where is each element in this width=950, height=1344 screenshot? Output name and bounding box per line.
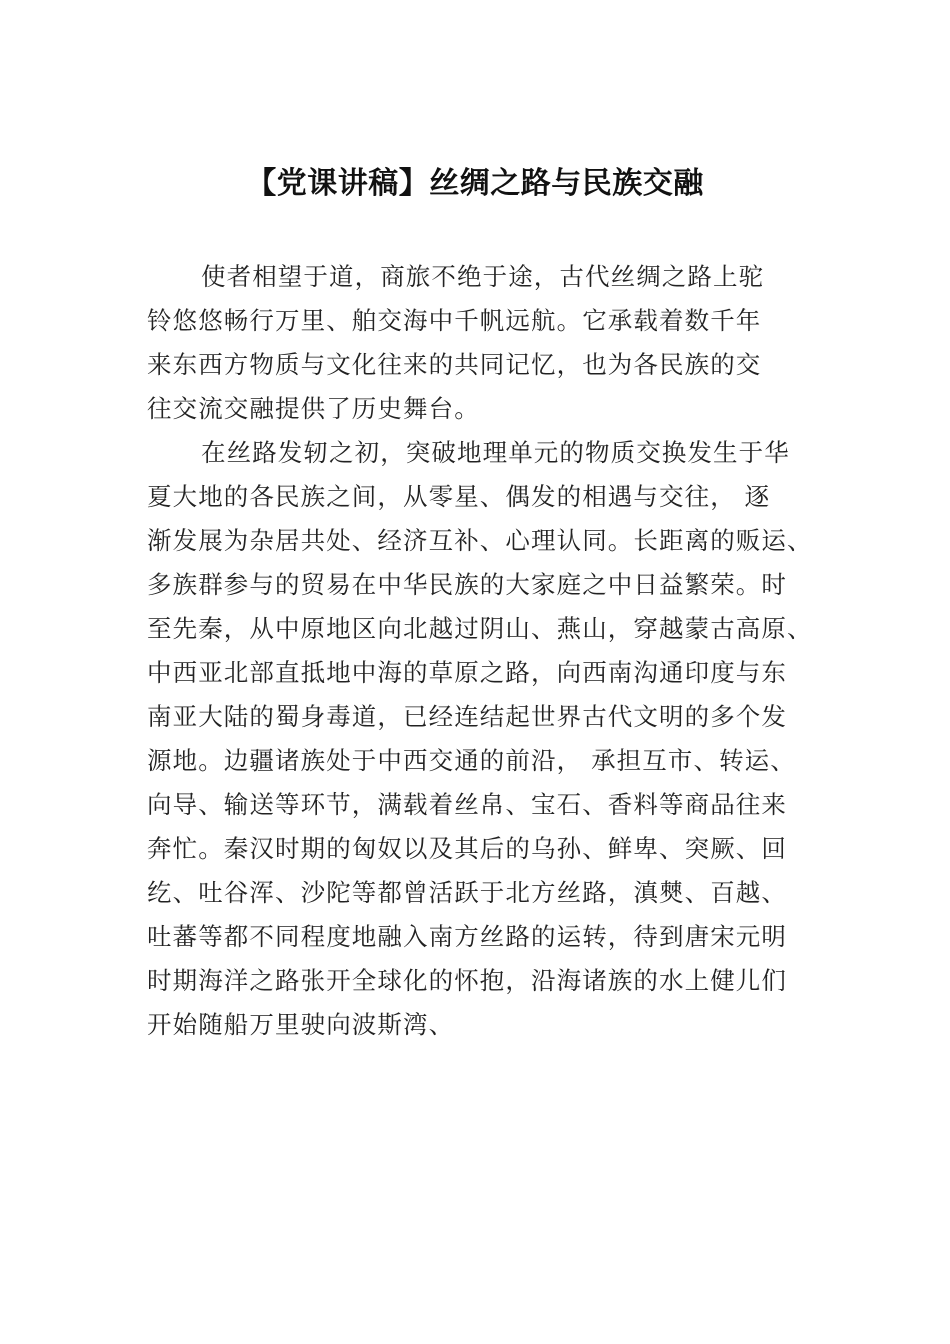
paragraph-2-line-7: 南亚大陆的蜀身毒道，已经连结起世界古代文明的多个发 xyxy=(147,702,787,731)
paragraph-1-line-4: 往交流交融提供了历史舞台。 xyxy=(147,394,480,423)
paragraph-1-line-2: 铃悠悠畅行万里、舶交海中千帆远航。它承载着数千年 xyxy=(147,306,762,335)
paragraph-2-line-4: 多族群参与的贸易在中华民族的大家庭之中日益繁荣。时 xyxy=(147,570,787,599)
paragraph-2-line-9: 向导、输送等环节，满载着丝帛、宝石、香料等商品往来 xyxy=(147,790,787,819)
paragraph-2-line-12: 吐蕃等都不同程度地融入南方丝路的运转，待到唐宋元明 xyxy=(147,922,787,951)
paragraph-2-line-6: 中西亚北部直抵地中海的草原之路，向西南沟通印度与东 xyxy=(147,658,787,687)
paragraph-1-line-3: 来东西方物质与文化往来的共同记忆，也为各民族的交 xyxy=(147,350,762,379)
paragraph-2-line-2: 夏大地的各民族之间，从零星、偶发的相遇与交往， 逐 xyxy=(147,482,771,511)
paragraph-2-line-3: 渐发展为杂居共处、经济互补、心理认同。长距离的贩运、 xyxy=(147,526,813,555)
paragraph-2-line-14: 开始随船万里驶向波斯湾、 xyxy=(147,1010,455,1039)
paragraph-2-line-8: 源地。边疆诸族处于中西交通的前沿， 承担互市、转运、 xyxy=(147,746,796,775)
paragraph-2-line-1: 在丝路发轫之初，突破地理单元的物质交换发生于华 xyxy=(201,438,790,467)
paragraph-2-line-11: 纥、吐谷浑、沙陀等都曾活跃于北方丝路，滇僰、百越、 xyxy=(147,878,787,907)
paragraph-2-line-13: 时期海洋之路张开全球化的怀抱，沿海诸族的水上健儿们 xyxy=(147,966,787,995)
paragraph-2-line-5: 至先秦，从中原地区向北越过阴山、燕山，穿越蒙古高原、 xyxy=(147,614,813,643)
paragraph-2-line-10: 奔忙。秦汉时期的匈奴以及其后的乌孙、鲜卑、突厥、回 xyxy=(147,834,787,863)
paragraph-1-line-1: 使者相望于道，商旅不绝于途，古代丝绸之路上驼 xyxy=(201,262,765,291)
document-title: 【党课讲稿】丝绸之路与民族交融 xyxy=(246,166,704,201)
